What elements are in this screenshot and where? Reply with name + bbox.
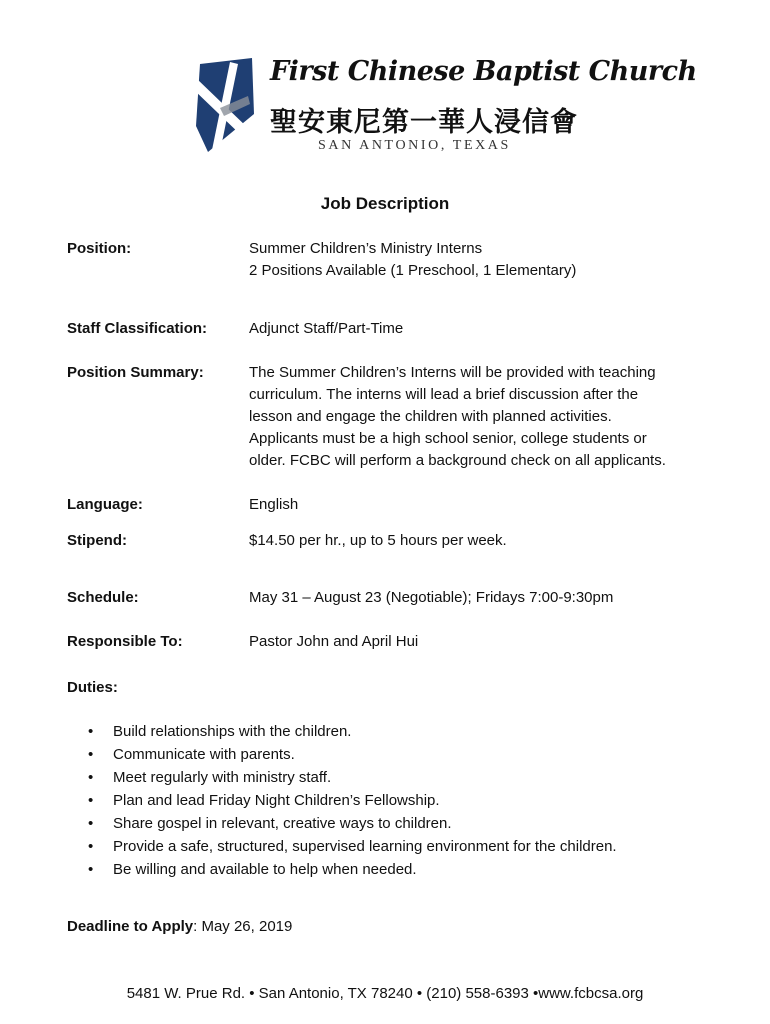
- position-summary-value: [249, 362, 719, 472]
- summary-line: lesson and engage the children with planned activities.: [249, 408, 612, 425]
- position-label: Position:: [67, 240, 132, 257]
- position-value: [249, 238, 719, 282]
- list-item: • Plan and lead Friday Night Children’s Fellowship.: [88, 789, 617, 812]
- duties-list: [88, 720, 617, 881]
- language-value: English: [249, 496, 299, 513]
- document-title: Job Description: [320, 194, 450, 213]
- schedule-label: Schedule:: [67, 589, 139, 606]
- list-item: • Be willing and available to help when needed.: [88, 858, 617, 881]
- staff-classification-label: Staff Classification:: [67, 320, 208, 337]
- footer-address: 5481 W. Prue Rd. • San Antonio, TX 78240 • (210) 558-6393 •www.fcbcsa.org: [126, 985, 644, 1002]
- position-line: Summer Children’s Ministry Interns: [249, 240, 483, 257]
- stipend-value: $14.50 per hr., up to 5 hours per week.: [249, 532, 507, 549]
- church-name-chinese: 聖安東尼第一華人浸信會: [270, 107, 578, 138]
- deadline-value: : May 26, 2019: [193, 918, 293, 935]
- schedule-value: May 31 – August 23 (Negotiable); Fridays 7:00-9:30pm: [249, 589, 614, 606]
- stipend-label: Stipend:: [67, 532, 127, 549]
- language-label: Language:: [67, 496, 143, 513]
- summary-line: curriculum. The interns will lead a brief discussion after the: [249, 386, 639, 403]
- deadline: [67, 916, 292, 938]
- summary-line: The Summer Children’s Interns will be provided with teaching: [249, 364, 656, 381]
- cross-logo-icon: [190, 56, 260, 156]
- summary-line: older. FCBC will perform a background check on all applicants.: [249, 452, 666, 469]
- staff-classification-value: Adjunct Staff/Part-Time: [249, 320, 404, 337]
- deadline-label: Deadline to Apply: [67, 918, 194, 935]
- list-item: • Build relationships with the children.: [88, 720, 617, 743]
- duties-label: Duties:: [67, 679, 118, 696]
- list-item: • Meet regularly with ministry staff.: [88, 766, 617, 789]
- position-line: 2 Positions Available (1 Preschool, 1 Elementary): [249, 262, 577, 279]
- responsible-to-label: Responsible To:: [67, 633, 183, 650]
- letterhead: [190, 52, 697, 162]
- position-summary-label: Position Summary:: [67, 364, 204, 381]
- summary-line: Applicants must be a high school senior, college students or: [249, 430, 647, 447]
- list-item: • Share gospel in relevant, creative ways to children.: [88, 812, 617, 835]
- church-name-english: First Chinese Baptist Church: [270, 56, 697, 87]
- church-location: SAN ANTONIO, TEXAS: [318, 138, 511, 153]
- list-item: • Provide a safe, structured, supervised learning environment for the children.: [88, 835, 617, 858]
- list-item: • Communicate with parents.: [88, 743, 617, 766]
- responsible-to-value: Pastor John and April Hui: [249, 633, 419, 650]
